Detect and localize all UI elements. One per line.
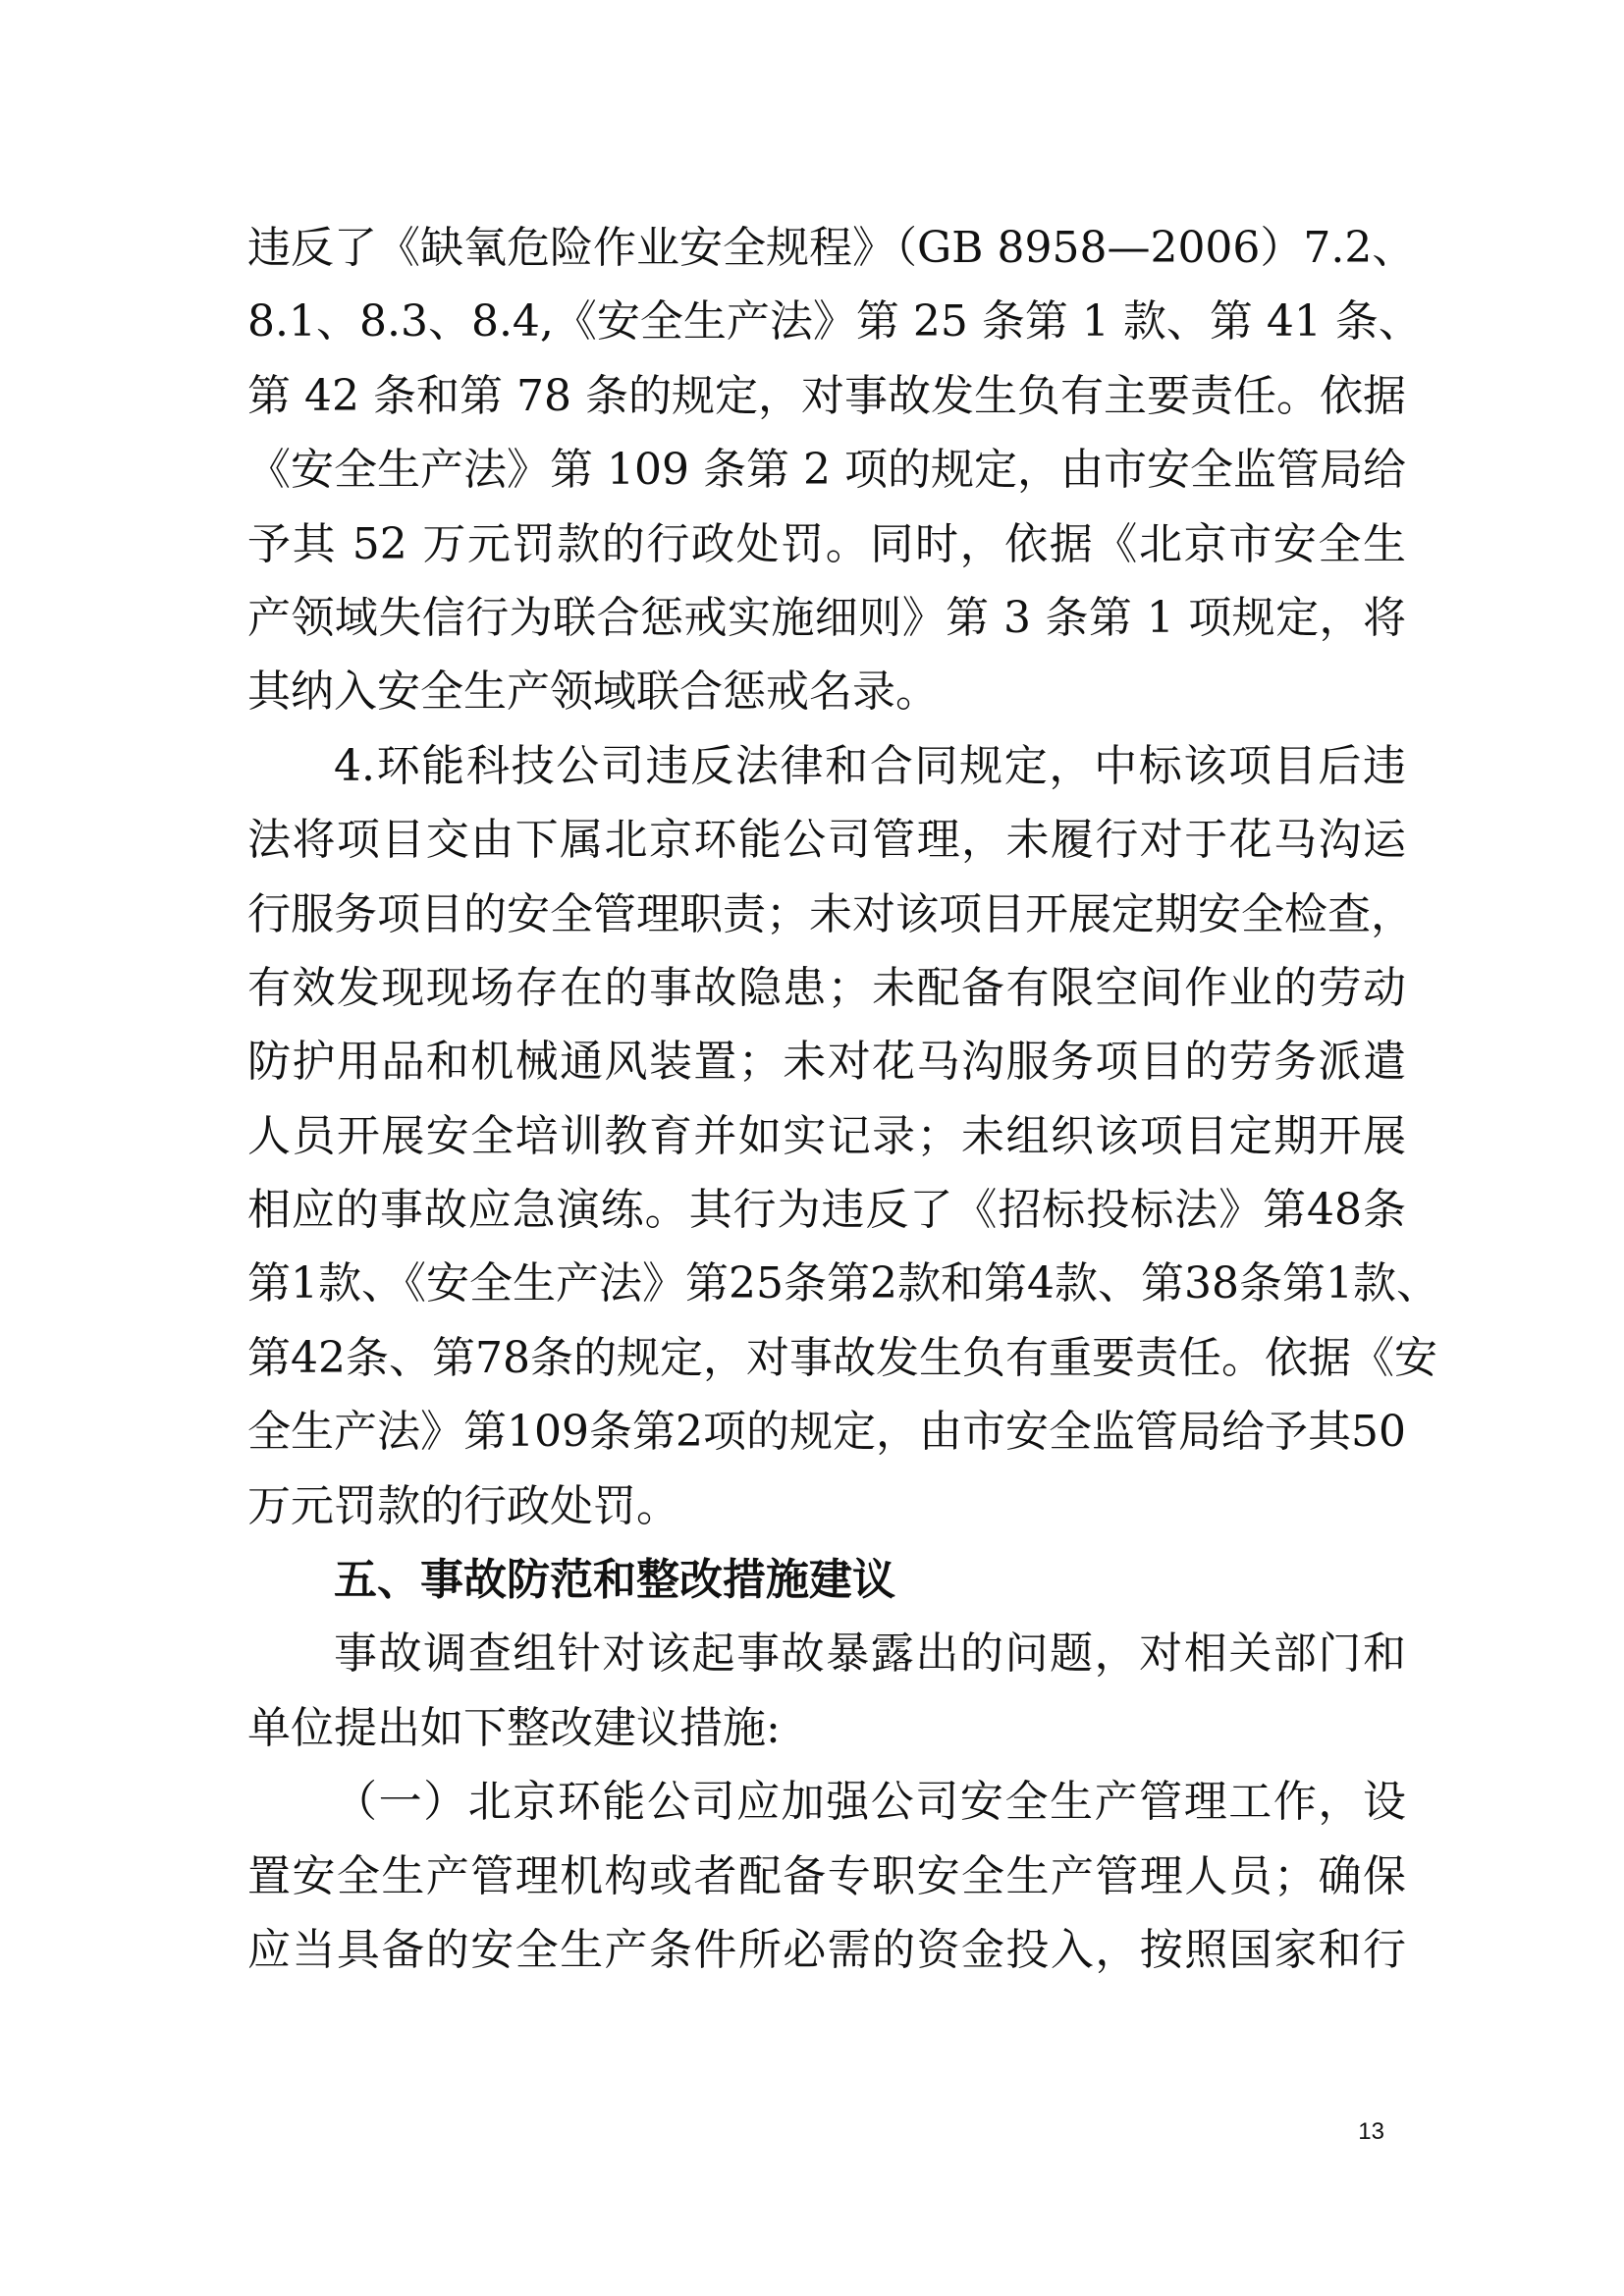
text-line: 法将项目交由下属北京环能公司管理，未履行对于花马沟运 [247,815,1406,866]
text-line: 有效发现现场存在的事故隐患；未配备有限空间作业的劳动 [247,962,1406,1013]
text-line: 4.环能科技公司违反法律和合同规定，中标该项目后违 [334,740,1406,791]
page-number: 13 [1358,2118,1384,2145]
text-line: 第1款、《安全生产法》第25条第2款和第4款、第38条第1款、 [247,1258,1439,1309]
text-line: 第42条、第78条的规定，对事故发生负有重要责任。依据《安 [247,1332,1437,1383]
text-line: 应当具备的安全生产条件所必需的资金投入，按照国家和行 [247,1924,1406,1975]
text-line: 予其 52 万元罚款的行政处罚。同时，依据《北京市安全生 [247,518,1406,569]
text-line: 单位提出如下整改建议措施: [247,1702,781,1753]
text-line: 事故调查组针对该起事故暴露出的问题，对相关部门和 [334,1629,1406,1680]
text-line: 《安全生产法》第 109 条第 2 项的规定，由市安全监管局给 [247,445,1406,496]
text-line: 全生产法》第109条第2项的规定，由市安全监管局给予其50 [247,1407,1406,1458]
body-text [247,211,1439,1987]
text-line: 其纳入安全生产领域联合惩戒名录。 [247,667,939,718]
text-line: （一）北京环能公司应加强公司安全生产管理工作，设 [334,1777,1406,1828]
text-line: 产领域失信行为联合惩戒实施细则》第 3 条第 1 项规定，将 [247,592,1406,643]
text-line: 违反了《缺氧危险作业安全规程》（GB 8958—2006）7.2、 [247,223,1416,273]
text-line: 置安全生产管理机构或者配备专职安全生产管理人员；确保 [247,1850,1406,1901]
text-line: 万元罚款的行政处罚。 [247,1480,679,1531]
text-line: 第 42 条和第 78 条的规定，对事故发生负有主要责任。依据 [247,370,1406,421]
section-heading: 五、事故防范和整改措施建议 [334,1555,895,1606]
text-line: 行服务项目的安全管理职责；未对该项目开展定期安全检查， [247,888,1414,939]
text-line: 人员开展安全培训教育并如实记录；未组织该项目定期开展 [247,1110,1406,1161]
text-line: 8.1、8.3、8.4,《安全生产法》第 25 条第 1 款、第 41 条、 [247,296,1422,347]
text-line: 防护用品和机械通风装置；未对花马沟服务项目的劳务派遣 [247,1037,1406,1088]
text-line: 相应的事故应急演练。其行为违反了《招标投标法》第48条 [247,1185,1406,1236]
